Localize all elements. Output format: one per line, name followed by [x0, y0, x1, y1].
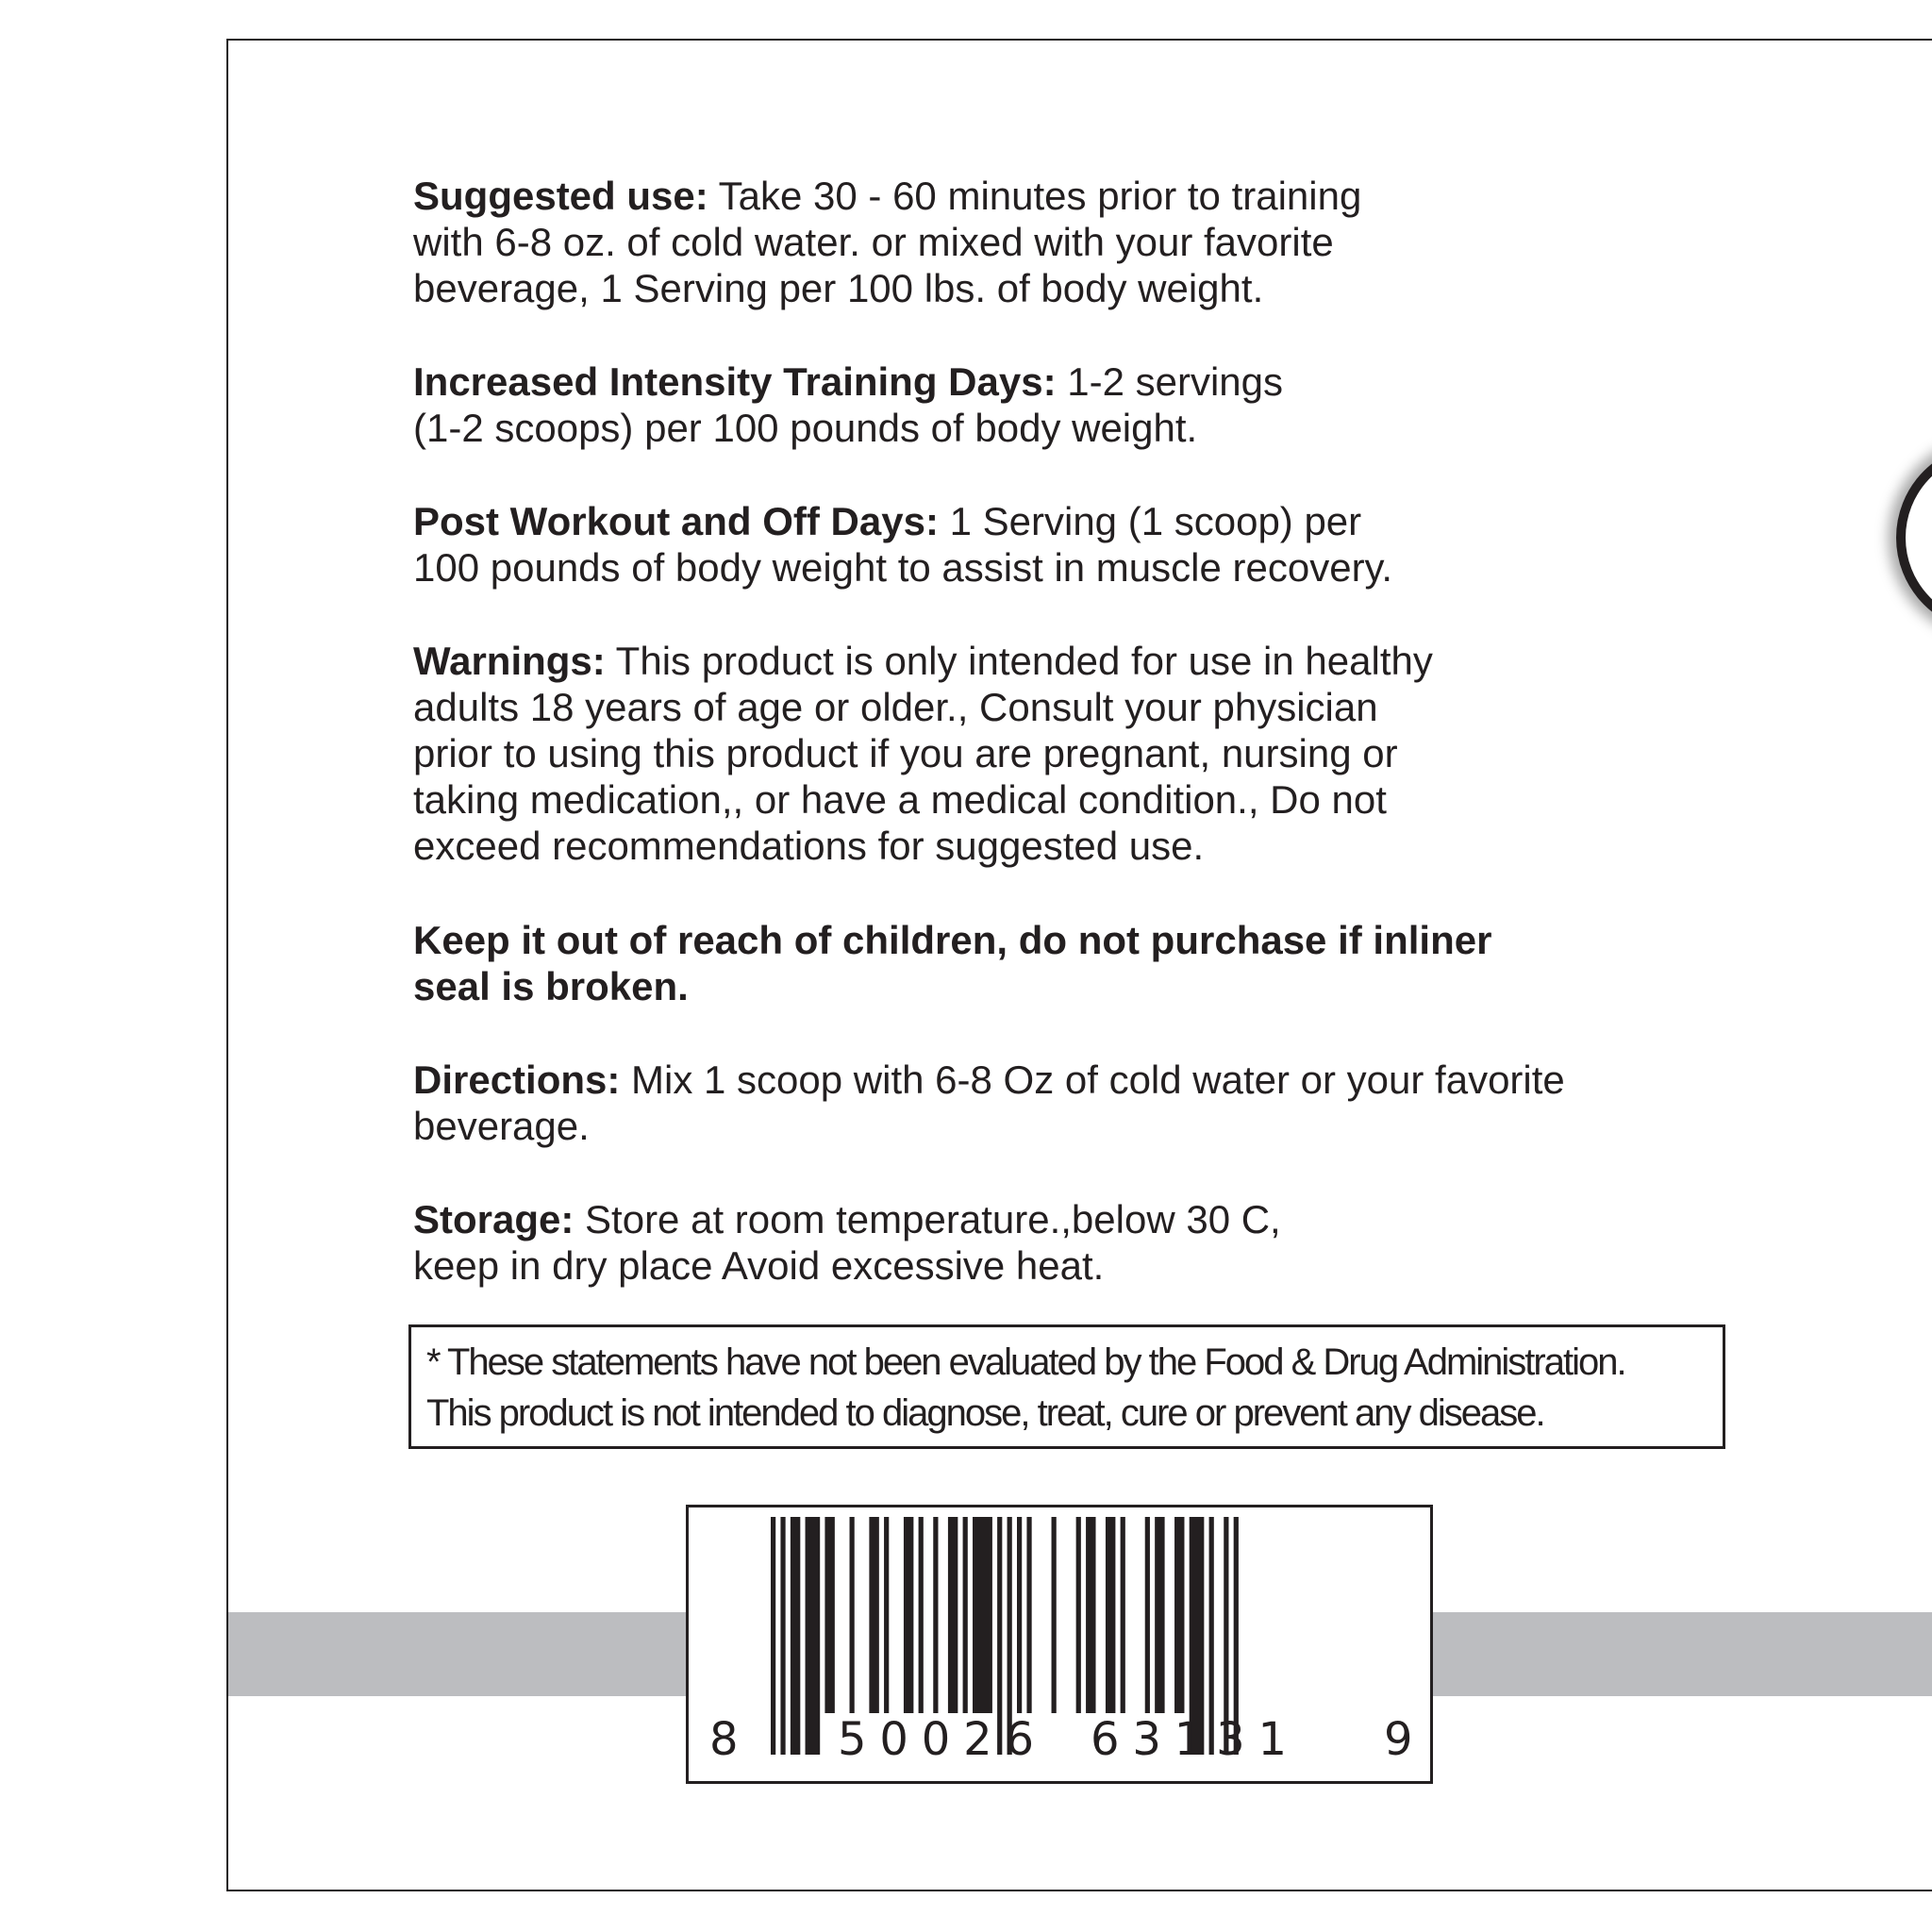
storage-heading: Storage: [413, 1197, 575, 1241]
barcode-bar [1086, 1517, 1095, 1713]
barcode-bar [884, 1517, 889, 1713]
barcode-bar [1174, 1517, 1184, 1713]
post-workout-heading: Post Workout and Off Days: [413, 499, 939, 543]
barcode-bar [1026, 1517, 1031, 1713]
post-workout-text: 1 Serving (1 scoop) per 100 pounds of body weight to assist in muscle recovery. [413, 499, 1393, 590]
directions-heading: Directions: [413, 1058, 621, 1102]
suggested-use-heading: Suggested use: [413, 174, 708, 218]
increased-intensity-paragraph [413, 358, 1283, 451]
warnings-text: This product is only intended for use in healthy adults 18 years of age or older., Consult your physician prior to using this product if you are pregnant, nursing or taking medication,, or have a medical condition., Do not exceed recommendations for suggested use. [413, 639, 1433, 868]
barcode-bar [771, 1517, 775, 1755]
barcode-bar [963, 1517, 968, 1713]
warnings-heading: Warnings: [413, 639, 606, 683]
barcode-bar [791, 1517, 800, 1755]
barcode-left-digits: 50026 [838, 1713, 1034, 1766]
barcode-first-digit: 8 [709, 1713, 739, 1766]
directions-paragraph [413, 1057, 1565, 1149]
barcode-bar [806, 1517, 821, 1755]
barcode-bar [850, 1517, 855, 1713]
upc-barcode [686, 1505, 1433, 1784]
barcode-bar [1017, 1517, 1022, 1713]
barcode-bar [1106, 1517, 1115, 1713]
barcode-bar [1145, 1517, 1150, 1713]
post-workout-paragraph [413, 498, 1392, 591]
barcode-bar [1076, 1517, 1081, 1713]
barcode-bar [1052, 1517, 1057, 1713]
barcode-bar [824, 1517, 834, 1713]
barcode-graphic [689, 1507, 1430, 1781]
barcode-bar [780, 1517, 785, 1755]
barcode-bar [973, 1517, 992, 1713]
keep-out-of-reach-paragraph: Keep it out of reach of children, do not purchase if inliner seal is broken. [413, 918, 1492, 1008]
warnings-paragraph [413, 638, 1433, 869]
suggested-use-paragraph [413, 173, 1361, 311]
barcode-bar [933, 1517, 938, 1713]
barcode-bar [904, 1517, 913, 1713]
storage-paragraph [413, 1196, 1281, 1289]
barcode-bar [1209, 1517, 1214, 1755]
increased-intensity-heading: Increased Intensity Training Days: [413, 359, 1057, 404]
barcode-right-digits: 63131 [1091, 1713, 1287, 1766]
barcode-bar [1155, 1517, 1164, 1713]
suggested-use-text: Take 30 - 60 minutes prior to training with 6-8 oz. of cold water. or mixed with your favorite beverage, 1 Serving per 100 lbs. of body weight. [413, 174, 1362, 310]
directions-text: Mix 1 scoop with 6-8 Oz of cold water or your favorite beverage. [413, 1058, 1565, 1148]
increased-intensity-text: 1-2 servings (1-2 scoops) per 100 pounds of body weight. [413, 359, 1283, 450]
fda-disclaimer-box [408, 1324, 1725, 1449]
barcode-last-digit: 9 [1384, 1713, 1413, 1766]
barcode-bar [869, 1517, 878, 1713]
barcode-bar [948, 1517, 958, 1713]
barcode-bar [997, 1517, 1002, 1755]
barcode-bar [1121, 1517, 1125, 1713]
storage-text: Store at room temperature.,below 30 C, keep in dry place Avoid excessive heat. [413, 1197, 1281, 1288]
disclaimer-line-1: * These statements have not been evaluated by the Food & Drug Administration. [426, 1341, 1625, 1383]
disclaimer-line-2: This product is not intended to diagnose, treat, cure or prevent any disease. [426, 1392, 1544, 1434]
barcode-bar [919, 1517, 924, 1713]
